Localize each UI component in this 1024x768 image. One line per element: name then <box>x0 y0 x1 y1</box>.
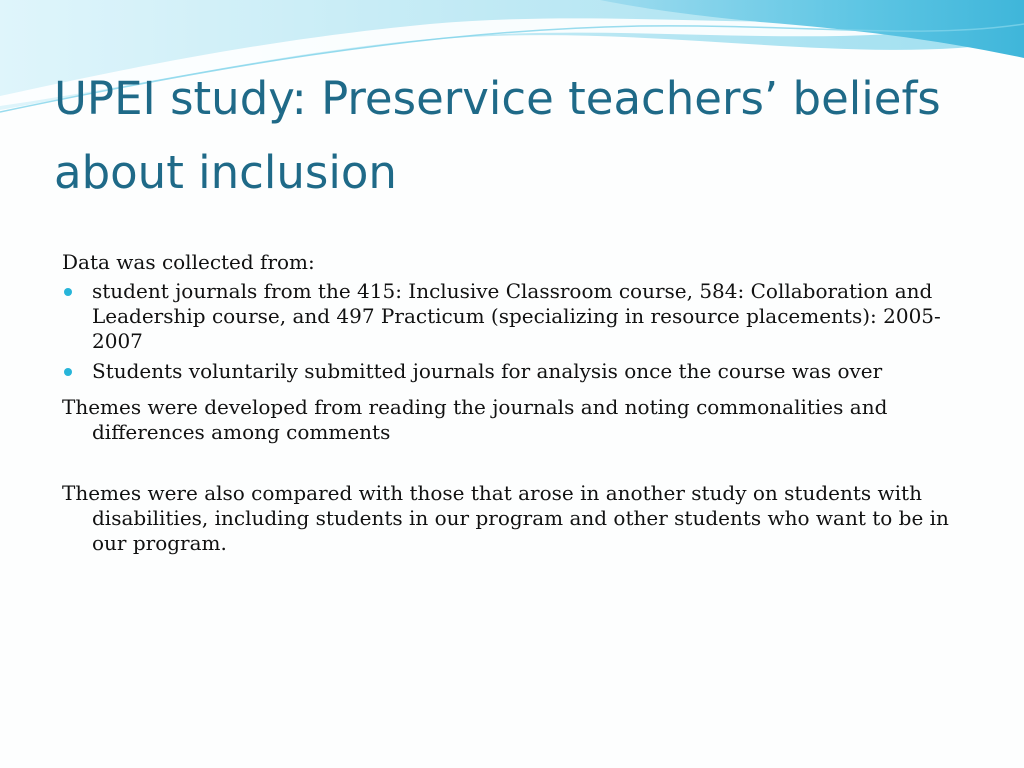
bullet-dot-icon <box>64 368 72 376</box>
bullet-dot-icon <box>64 288 72 296</box>
slide-body <box>62 250 982 556</box>
intro-text: Data was collected from: <box>62 250 315 274</box>
spacer <box>62 445 982 481</box>
slide-title: UPEI study: Preservice teachers’ beliefs about inclusion <box>54 72 941 199</box>
bullet-text: Students voluntarily submitted journals for analysis once the course was over <box>92 359 883 383</box>
bullet-item <box>62 359 982 384</box>
bullet-list <box>62 279 982 384</box>
bullet-item <box>62 279 982 354</box>
themes-paragraph: Themes were developed from reading the journals and noting commonalities and differences among comments <box>62 395 888 444</box>
comparison-paragraph: Themes were also compared with those that arose in another study on students with disabilities, including students in our program and other students who want to be in our program. <box>62 481 949 555</box>
bullet-text: student journals from the 415: Inclusive Classroom course, 584: Collaboration and Leadership course, and 497 Practicum (specializing in resource placements): 2005-2007 <box>92 279 941 353</box>
